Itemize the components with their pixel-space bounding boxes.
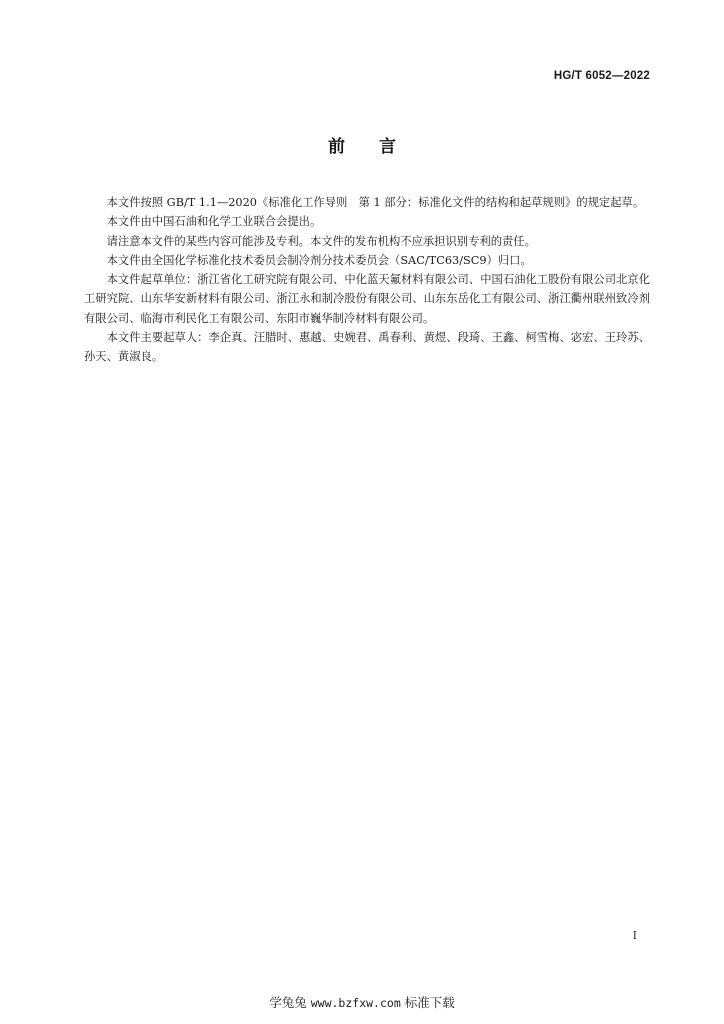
paragraph-committee: 本文件由全国化学标准化技术委员会制冷剂分技术委员会（SAC/TC63/SC9）归口。 [106,253,532,267]
foreword-body [84,193,650,367]
paragraph-drafters: 本文件主要起草人：李企真、汪腊时、惠越、史婉君、禹春利、黄煜、段琦、王鑫、柯雪梅、宓宏、王玲苏、孙天、黄淑良。 [84,331,650,364]
paragraph-drafting-units: 本文件起草单位：浙江省化工研究院有限公司、中化蓝天氟材料有限公司、中国石油化工股份有限公司北京化工研究院、山东华安新材料有限公司、浙江永和制冷股份有限公司、山东东岳化工有限公司、浙江衢州联州致冷剂有限公司、临海市利民化工有限公司、东阳市巍华制冷材料有限公司。 [84,273,650,325]
standard-code: HG/T 6052—2022 [553,70,650,82]
page-number: I [632,929,637,942]
footer-url[interactable]: www.bzfxw.com [310,996,401,1010]
footer-watermark [0,993,724,1011]
paragraph-drafting-rules: 本文件按照 GB/T 1.1—2020《标准化工作导则 第 1 部分：标准化文件的结构和起草规则》的规定起草。 [106,196,645,209]
paragraph-proposer: 本文件由中国石油和化学工业联合会提出。 [106,215,322,229]
footer-tagline: 标准下载 [404,995,455,1010]
footer-site-name: 学兔兔 [269,995,307,1010]
paragraph-patent-notice: 请注意本文件的某些内容可能涉及专利。本文件的发布机构不应承担识别专利的责任。 [106,234,536,248]
page-title: 前言 [328,137,430,157]
